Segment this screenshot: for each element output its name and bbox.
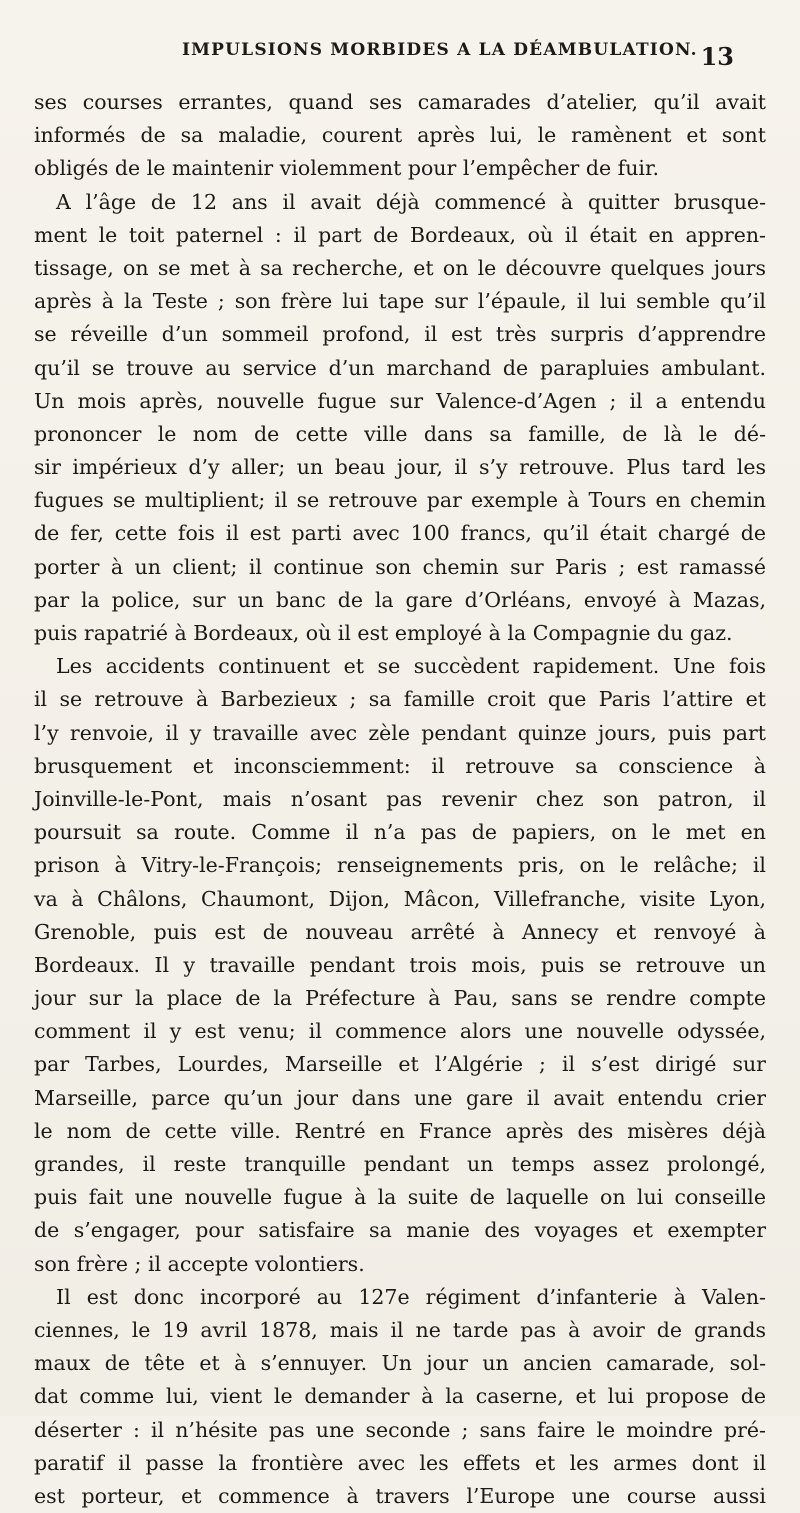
text-line: Marseille, parce qu’un jour dans une gare il avait entendu crier bbox=[34, 1085, 766, 1110]
text-line: tissage, on se met à sa recherche, et on le découvre quelques jours bbox=[34, 255, 766, 280]
text-line: de s’engager, pour satisfaire sa manie des voyages et exempter bbox=[34, 1218, 766, 1243]
text-line: son frère ; il accepte volontiers. bbox=[34, 1251, 365, 1276]
body-text bbox=[34, 86, 766, 1513]
text-line: obligés de le maintenir violemment pour l’empêcher de fuir. bbox=[34, 156, 660, 181]
text-line: jour sur la place de la Préfecture à Pau, sans se rendre compte bbox=[34, 986, 766, 1011]
text-line: paratif il passe la frontière avec les effets et les armes dont il bbox=[34, 1450, 766, 1475]
text-line: l’y renvoie, il y travaille avec zèle pendant quinze jours, puis part bbox=[34, 720, 766, 745]
text-line: grandes, il reste tranquille pendant un temps assez prolongé, bbox=[34, 1152, 766, 1176]
text-line: informés de sa maladie, courent après lui, le ramènent et sont bbox=[34, 123, 766, 148]
running-title: IMPULSIONS MORBIDES A LA DÉAMBULATION. bbox=[182, 40, 698, 60]
text-line: de fer, cette fois il est parti avec 100 francs, qu’il était chargé de bbox=[34, 521, 766, 546]
text-line: ses courses errantes, quand ses camarades d’atelier, qu’il avait bbox=[34, 90, 766, 114]
text-line: dat comme lui, vient le demander à la caserne, et lui propose de bbox=[34, 1384, 766, 1409]
text-line: Il est donc incorporé au 127e régiment d’infanterie à Valen- bbox=[56, 1284, 766, 1309]
text-line: Un mois après, nouvelle fugue sur Valence-d’Agen ; il a entendu bbox=[34, 388, 766, 413]
text-line: ment le toit paternel : il part de Bordeaux, où il était en appren- bbox=[34, 222, 766, 247]
text-line: qu’il se trouve au service d’un marchand de parapluies ambulant. bbox=[34, 355, 766, 380]
text-line: se réveille d’un sommeil profond, il est très surpris d’apprendre bbox=[34, 322, 766, 347]
text-line: puis rapatrié à Bordeaux, où il est employé à la Compagnie du gaz. bbox=[34, 621, 733, 645]
text-line: A l’âge de 12 ans il avait déjà commencé à quitter brusque- bbox=[56, 189, 766, 214]
text-line: porter à un client; il continue son chemin sur Paris ; est ramassé bbox=[34, 554, 766, 579]
text-line: après à la Teste ; son frère lui tape sur l’épaule, il lui semble qu’il bbox=[34, 289, 766, 314]
text-line: maux de tête et à s’ennuyer. Un jour un ancien camarade, sol- bbox=[34, 1351, 766, 1376]
text-line: comment il y est venu; il commence alors une nouvelle odyssée, bbox=[34, 1019, 766, 1044]
text-line: Bordeaux. Il y travaille pendant trois mois, puis se retrouve un bbox=[34, 952, 766, 977]
text-line: prononcer le nom de cette ville dans sa famille, de là le dé- bbox=[34, 421, 766, 446]
text-line: Joinville-le-Pont, mais n’osant pas revenir chez son patron, il bbox=[34, 786, 766, 811]
text-line: est porteur, et commence à travers l’Europe une course aussi bbox=[34, 1483, 766, 1508]
running-head bbox=[34, 34, 766, 86]
text-line: brusquement et inconsciemment: il retrouve sa conscience à bbox=[34, 753, 766, 778]
text-line: poursuit sa route. Comme il n’a pas de papiers, on le met en bbox=[34, 820, 766, 845]
text-line: prison à Vitry-le-François; renseignements pris, on le relâche; il bbox=[34, 853, 766, 878]
text-line: déserter : il n’hésite pas une seconde ; sans faire le moindre pré- bbox=[34, 1417, 766, 1442]
text-line: ciennes, le 19 avril 1878, mais il ne tarde pas à avoir de grands bbox=[34, 1317, 766, 1342]
text-line: le nom de cette ville. Rentré en France après des misères déjà bbox=[34, 1118, 766, 1143]
text-line: sir impérieux d’y aller; un beau jour, il s’y retrouve. Plus tard les bbox=[34, 455, 766, 480]
text-line: par la police, sur un banc de la gare d’Orléans, envoyé à Mazas, bbox=[34, 587, 766, 612]
text-line: par Tarbes, Lourdes, Marseille et l’Algérie ; il s’est dirigé sur bbox=[34, 1052, 766, 1077]
text-line: Grenoble, puis est de nouveau arrêté à Annecy et renvoyé à bbox=[34, 919, 766, 944]
text-line: puis fait une nouvelle fugue à la suite de laquelle on lui conseille bbox=[34, 1185, 766, 1210]
text-line: il se retrouve à Barbezieux ; sa famille croit que Paris l’attire et bbox=[34, 687, 766, 712]
text-line: va à Châlons, Chaumont, Dijon, Mâcon, Villefranche, visite Lyon, bbox=[34, 886, 766, 911]
text-line: fugues se multiplient; il se retrouve par exemple à Tours en chemin bbox=[34, 488, 766, 513]
text-line: Les accidents continuent et se succèdent rapidement. Une fois bbox=[56, 654, 766, 679]
page-number: 13 bbox=[700, 42, 734, 71]
